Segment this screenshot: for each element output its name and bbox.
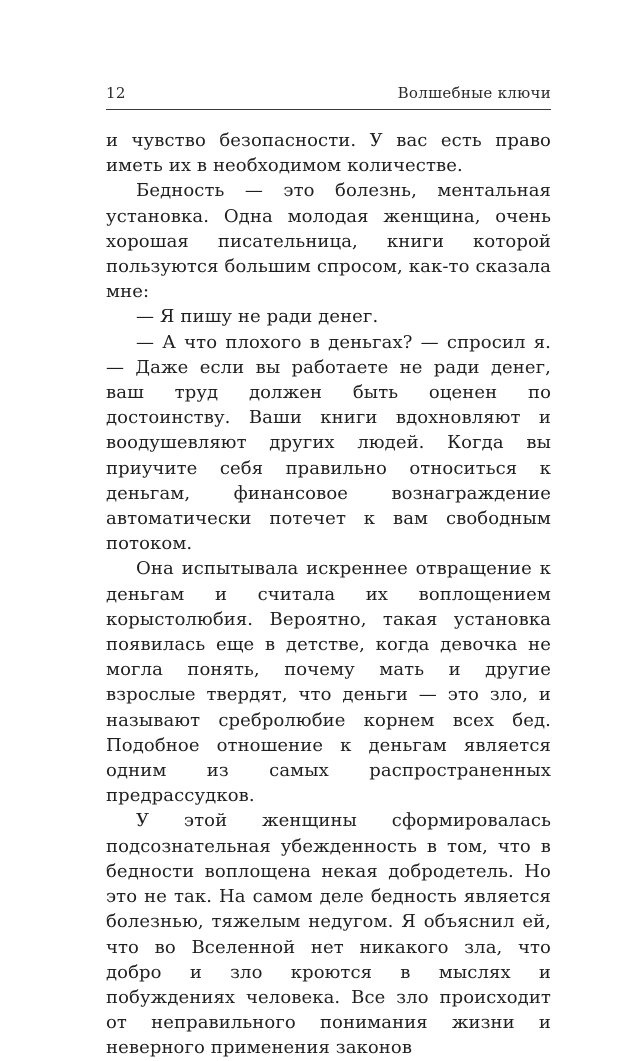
paragraph: У этой женщины сформировалась подсознательная убежденность в том, что в бедности воплощена некая добродетель. Но это не так. На самом деле бедность является болезнью, тяжелым недугом. Я объяснил ей, что во Вселенной нет никакого зла, что добро и зло кроются в мыслях и побуждениях человека. Все зло происходит от неправильного понимания жизни и неверного применения законов [106,810,551,1059]
paragraph: Она испытывала искреннее отвращение к деньгам и считала их воплощением корыстолюбия. Вероятно, такая установка появилась еще в детстве, когда девочка не могла понять, почему мать и другие взрослые твердят, что деньги — это зло, и называют сребролюбие корнем всех бед. Подобное отношение к деньгам является одним из самых распространенных предрассудков. [106,558,551,807]
paragraph: Бедность — это болезнь, ментальная установка. Одна молодая женщина, очень хорошая писательница, книги которой пользуются большим спросом, как-то сказала мне: [106,180,551,303]
paragraph: — А что плохого в деньгах? — спросил я. — Даже если вы работаете не ради денег, ваш труд должен быть оценен по достоинству. Ваши книги вдохновляют и воодушевляют других людей. Когда вы приучите себя правильно относиться к деньгам, финансовое вознаграждение автоматически потечет к вам свободным потоком. [106,331,551,555]
paragraph: и чувство безопасности. У вас есть право иметь их в необходимом количестве. [106,130,551,177]
page-number: 12 [106,84,126,102]
text-block [106,128,551,1061]
paragraph: — Я пишу не ради денег. [136,306,379,328]
page-header [106,84,551,110]
running-title: Волшебные ключи [397,84,551,102]
